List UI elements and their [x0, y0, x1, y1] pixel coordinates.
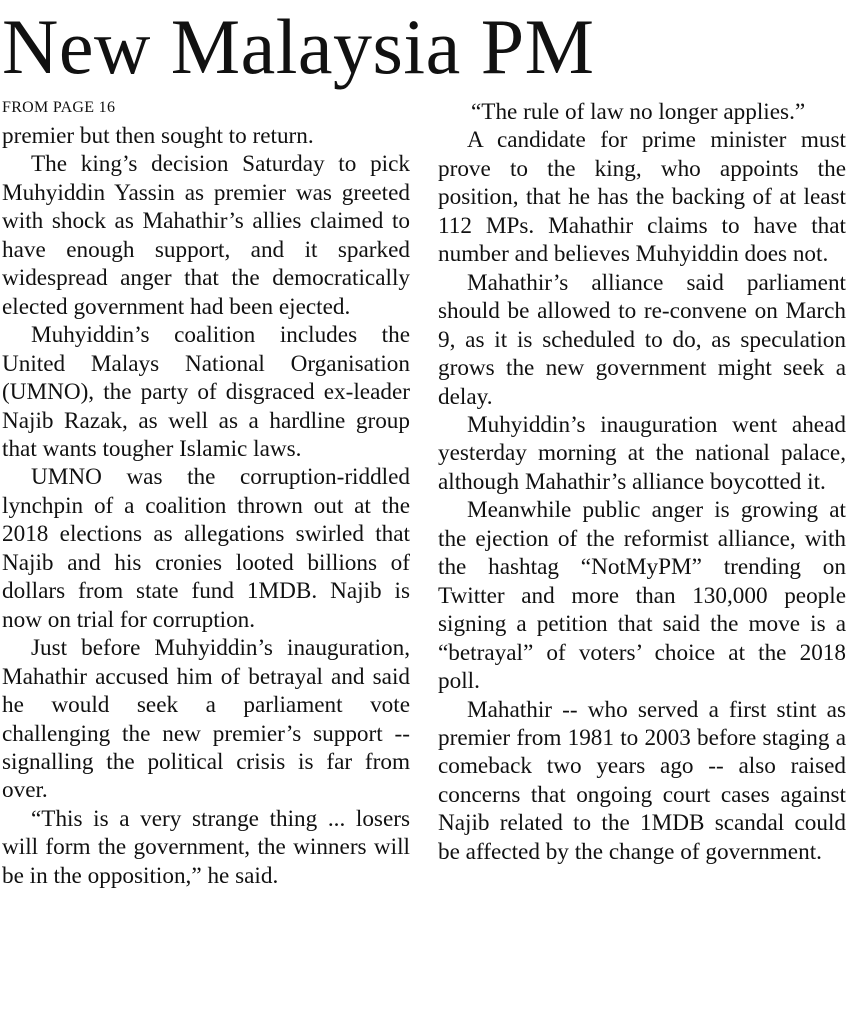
paragraph: “The rule of law no longer applies.”: [471, 99, 806, 125]
article-column-right: [438, 98, 846, 866]
headline: New Malaysia PM: [2, 3, 595, 90]
paragraph: UMNO was the corruption-riddled lynchpin of a coalition thrown out at the 2018 elections as allegations swirled that Najib and his cronies looted billions of dollars from state fund 1MDB. Najib is now on trial for corruption.: [2, 464, 410, 633]
paragraph: Muhyiddin’s coalition includes the United Malays National Organisation (UMNO), the party of disgraced ex-leader Najib Razak, as well as a hardline group that wants tougher Islamic laws.: [2, 322, 410, 462]
paragraph: The king’s decision Saturday to pick Muhyiddin Yassin as premier was greeted with shock as Mahathir’s allies claimed to have enough support, and it sparked widespread anger that the democratically elected government had been ejected.: [2, 151, 410, 320]
paragraph: A candidate for prime minister must prove to the king, who appoints the position, that he has the backing of at least 112 MPs. Mahathir claims to have that number and believes Muhyiddin does not.: [438, 127, 846, 268]
paragraph: premier but then sought to return.: [2, 123, 314, 149]
paragraph: Mahathir -- who served a first stint as premier from 1981 to 2003 before staging a comeback two years ago -- also raised concerns that ongoing court cases against Najib related to the 1MDB scandal could be affected by the change of government.: [438, 696, 846, 865]
continuation-kicker: FROM PAGE 16: [2, 99, 116, 116]
article-column-left: [2, 98, 410, 890]
paragraph: Just before Muhyiddin’s inauguration, Mahathir accused him of betrayal and said he would seek a parliament vote challenging the new premier’s support -- signalling the political crisis is far from over.: [2, 635, 410, 804]
paragraph: Mahathir’s alliance said parliament should be allowed to re-convene on March 9, as it is scheduled to do, as speculation grows the new government might seek a delay.: [438, 269, 846, 410]
paragraph: “This is a very strange thing ... losers will form the government, the winners will be in the opposition,” he said.: [2, 805, 410, 889]
paragraph: Muhyiddin’s inauguration went ahead yesterday morning at the national palace, although Mahathir’s alliance boycotted it.: [438, 411, 846, 495]
paragraph: Meanwhile public anger is growing at the ejection of the reformist alliance, with the hashtag “NotMyPM” trending on Twitter and more than 130,000 people signing a petition that said the move is a “betrayal” of voters’ choice at the 2018 poll.: [438, 497, 846, 695]
